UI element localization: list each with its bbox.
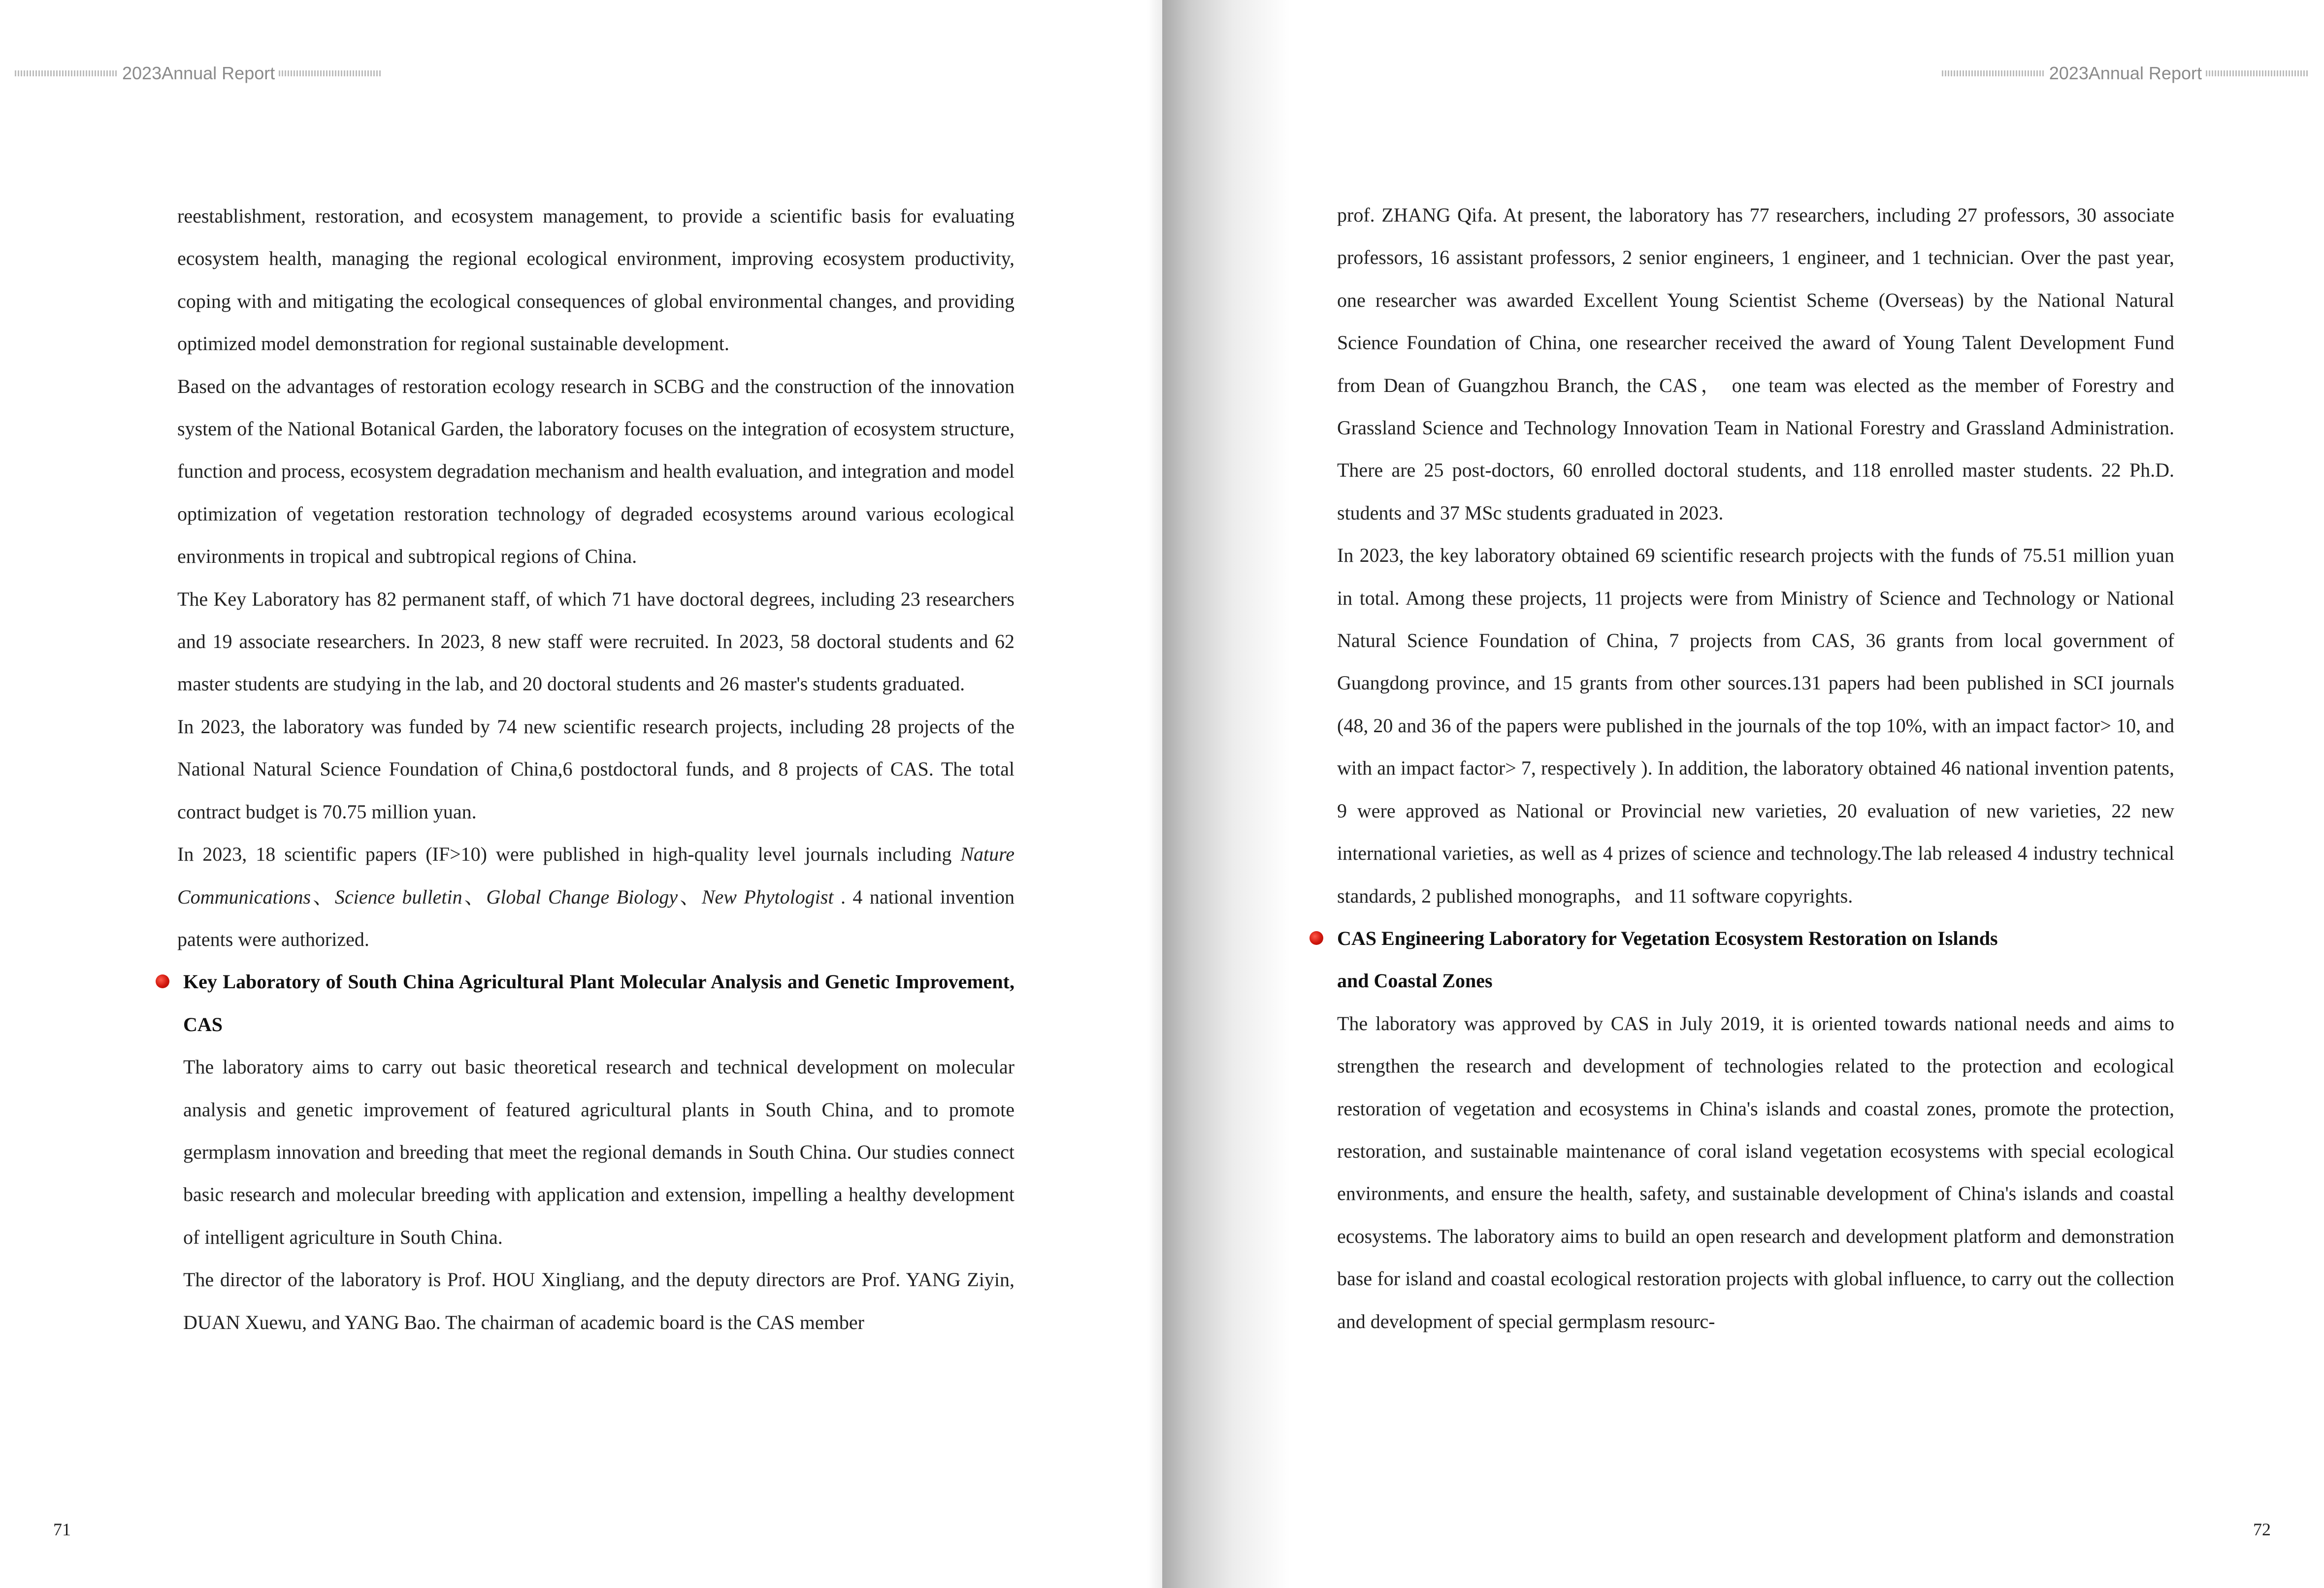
paragraph: In 2023, the key laboratory obtained 69 scientific research projects with the funds of 75.51 million yuan in total. Among these projects, 11 projects were from Ministry of Science and Technology or National Natural Science Foundation of China, 7 projects from CAS, 36 grants from local government of Guangdong province, and 15 grants from other sources.131 papers had been published in SCI journals (48, 20 and 36 of the papers were published in the journals of the top 10%, with an impact factor> 10, and with an impact factor> 7, respectively ). In addition, the laboratory obtained 46 national invention patents, 9 were approved as National or Provincial new varieties, 20 evaluation of new varieties, 22 new international varieties, as well as 4 prizes of science and technology.The lab released 4 industry technical standards, 2 published monographs，and 11 software copyrights. [1337,544,2174,907]
paragraph-journals [177,833,1015,961]
paragraph: The laboratory was approved by CAS in July 2019, it is oriented towards national needs and aims to strengthen the research and development of technologies related to the protection and ecological restoration of vegetation and ecosystems in China's islands and coastal zones, promote the protection, restoration, and sustainable maintenance of coral island vegetation ecosystems with special ecological environments, and ensure the health, safety, and sustainable development of China's islands and coastal ecosystems. The laboratory aims to build an open research and development platform and demonstration base for island and coastal ecological restoration projects with global influence, to carry out the collection and development of special germplasm resourc- [1337,1012,2174,1332]
header-dot-rule [15,70,118,76]
journals-outro: . 4 national invention patents were authorized. [177,885,1015,950]
right-body-text [1337,194,2174,1343]
section-title: Key Laboratory of South China Agricultural Plant Molecular Analysis and Genetic Improvement, CAS [183,971,1015,1036]
journals-intro: In 2023, 18 scientific papers (IF>10) were published in high-quality level journals including [177,843,952,866]
section-island-coastal-lab [1337,917,2174,1343]
header-dot-rule [279,70,382,76]
red-bullet-icon [156,974,169,988]
red-bullet-icon [1309,931,1323,945]
paragraph: The Key Laboratory has 82 permanent staff, of which 71 have doctoral degrees, including 23 researchers and 19 associate researchers. In 2023, 8 new staff were recruited. In 2023, 58 doctoral students and 62 master students are studying in the lab, and 20 doctoral students and 26 master's students graduated. [177,587,1015,695]
paragraph: The director of the laboratory is Prof. HOU Xingliang, and the deputy directors are Prof. YANG Ziyin, DUAN Xuewu, and YANG Bao. The chairman of academic board is the CAS member [183,1268,1015,1333]
journal-name: Nature Communications [177,843,1015,908]
journal-separator: 、 [462,885,487,908]
paragraph: Based on the advantages of restoration ecology research in SCBG and the construction of the innovation system of the National Botanical Garden, the laboratory focuses on the integration of ecosystem structure, function and process, ecosystem degradation mechanism and health evaluation, and integration and model optimization of vegetation restoration technology of degraded ecosystems around various ecological environments in tropical and subtropical regions of China. [177,375,1015,568]
paragraph: reestablishment, restoration, and ecosystem management, to provide a scientific basis for evaluating ecosystem health, managing the regional ecological environment, improving ecosystem productivity, coping with and mitigating the ecological consequences of global environmental changes, and providing optimized model demonstration for regional sustainable development. [177,205,1015,355]
journal-separator: 、 [311,885,335,908]
page-number: 72 [2253,1520,2271,1539]
paragraph: In 2023, the laboratory was funded by 74 new scientific research projects, including 28 projects of the National Natural Science Foundation of China,6 postdoctoral funds, and 8 projects of CAS. The total contract budget is 70.75 million yuan. [177,715,1015,823]
running-header [1942,61,2309,86]
header-dot-rule [2206,70,2309,76]
paragraph: The laboratory aims to carry out basic theoretical research and technical development on molecular analysis and genetic improvement of featured agricultural plants in South China, and to promote germplasm innovation and breeding that meet the regional demands in South China. Our studies connect basic research and molecular breeding with application and extension, impelling a healthy development of intelligent agriculture in South China. [183,1056,1015,1248]
journal-name: New Phytologist [701,885,834,908]
section-title-line: and Coastal Zones [1337,970,1493,992]
section-molecular-analysis-lab [177,961,1015,1344]
header-title: 2023Annual Report [122,63,275,83]
journal-separator: 、 [678,885,702,908]
left-body-text [177,195,1015,1344]
section-title-line: CAS Engineering Laboratory for Vegetation Ecosystem Restoration on Islands [1337,927,1998,949]
header-title: 2023Annual Report [2049,63,2202,83]
paragraph: prof. ZHANG Qifa. At present, the laboratory has 77 researchers, including 27 professors, 30 associate professors, 16 assistant professors, 2 senior engineers, 1 engineer, and 1 technician. Over the past year, one researcher was awarded Excellent Young Scientist Scheme (Overseas) by the National Natural Science Foundation of China, one researcher received the award of Young Talent Development Fund from Dean of Guangzhou Branch, the CAS， one team was elected as the member of Forestry and Grassland Science and Technology Innovation Team in National Forestry and Grassland Administration. There are 25 post-doctors, 60 enrolled doctoral students, and 118 enrolled master students. 22 Ph.D. students and 37 MSc students graduated in 2023. [1337,204,2174,524]
page-number: 71 [53,1520,71,1539]
running-header [15,61,382,86]
journal-name: Global Change Biology [486,885,678,908]
journal-name: Science bulletin [334,885,462,908]
header-dot-rule [1942,70,2045,76]
